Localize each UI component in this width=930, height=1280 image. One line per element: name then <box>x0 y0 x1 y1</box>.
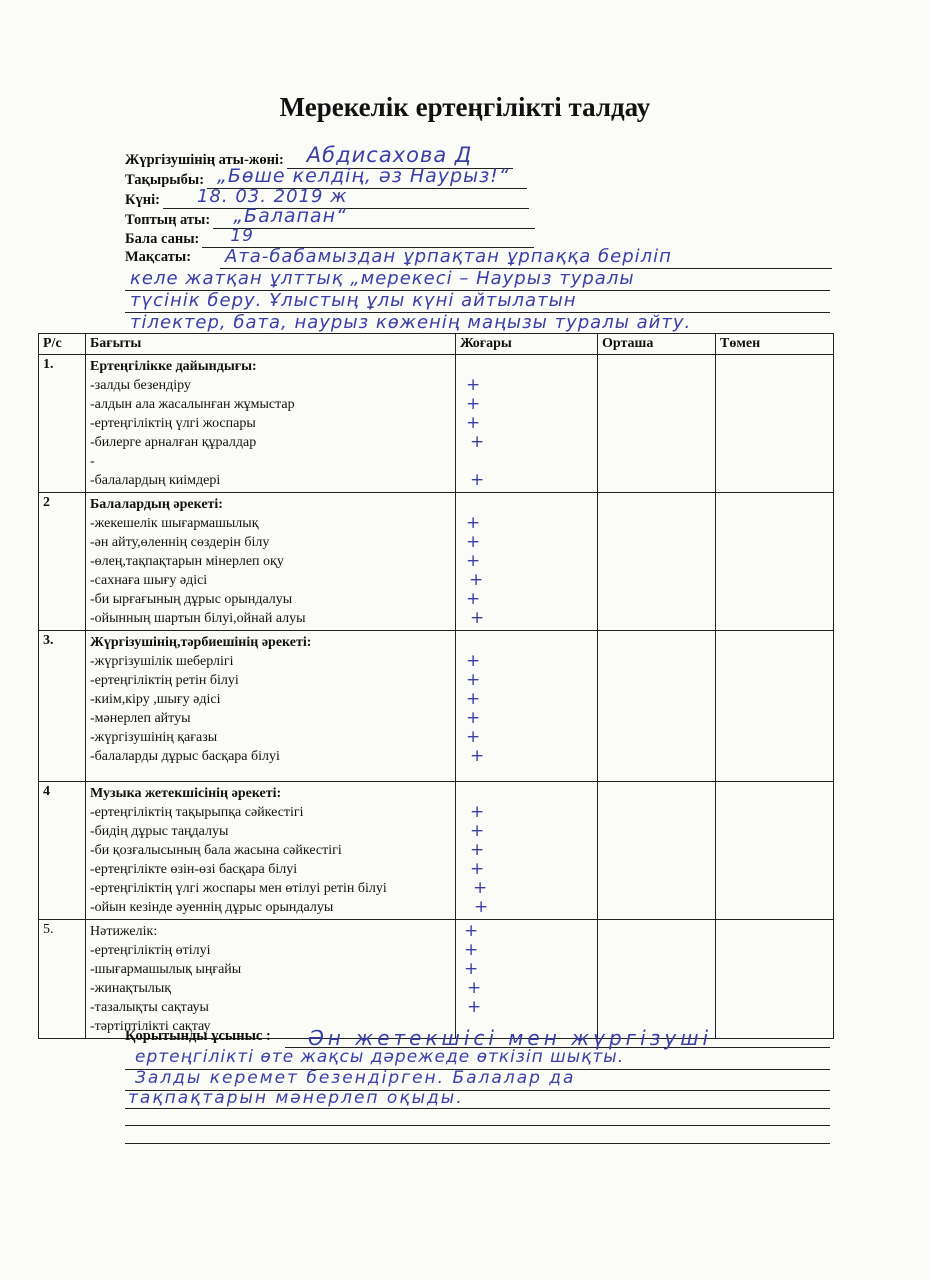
plus-mark: + <box>466 727 481 747</box>
plus-mark: + <box>466 589 481 609</box>
plus-mark: + <box>466 670 481 690</box>
row-number: 1. <box>39 355 86 493</box>
row-direction <box>86 782 456 920</box>
table-header-row <box>39 334 834 355</box>
list-item: -киім,кіру ,шығу әдісі <box>90 692 221 707</box>
section-title: Жүргізушінің,тәрбиешінің әрекеті: <box>90 635 312 650</box>
list-item: -би ырғағының дұрыс орындалуы <box>90 592 293 607</box>
list-item: -ертеңгіліктің үлгі жоспары <box>90 416 256 431</box>
low-marks <box>716 631 834 782</box>
children-label: Бала саны: <box>125 231 200 247</box>
plus-mark: + <box>470 840 485 860</box>
list-item: -ойынның шартын білуі,ойнай алуы <box>90 611 306 626</box>
high-marks <box>456 493 598 631</box>
plus-mark: + <box>466 413 481 433</box>
children-value: 19 <box>230 226 254 246</box>
conclusion-underline-5 <box>125 1125 830 1126</box>
group-fill <box>213 205 535 229</box>
row-direction <box>86 631 456 782</box>
list-item: -ән айту,өленнің сөздерін білу <box>90 535 270 550</box>
goal-field <box>125 249 191 266</box>
plus-mark: + <box>470 470 485 490</box>
col-header-num: Р/с <box>39 334 86 355</box>
list-item: -ертеңгіліктің ретін білуі <box>90 673 239 688</box>
plus-mark: + <box>467 978 482 998</box>
group-label: Топтың аты: <box>125 212 211 228</box>
conclusion-line-2: ертеңгілікті өте жақсы дәрежеде өткізіп шықты. <box>135 1047 625 1067</box>
row-number: 3. <box>39 631 86 782</box>
conclusion-underline-6 <box>125 1143 830 1144</box>
plus-mark: + <box>464 921 479 941</box>
plus-mark: + <box>467 997 482 1017</box>
plus-mark: + <box>470 859 485 879</box>
list-item: -өлең,тақпақтарын мінерлеп оқу <box>90 554 284 569</box>
col-header-direction: Бағыты <box>86 334 456 355</box>
list-item: -ертеңгілікте өзін-өзі басқара білуі <box>90 862 298 877</box>
section-title: Балалардың әрекеті: <box>90 497 223 512</box>
goal-line-4: тілектер, бата, наурыз көженің маңызы туралы айту. <box>130 312 692 333</box>
low-marks <box>716 355 834 493</box>
list-item: -ертеңгіліктің үлгі жоспары мен өтілуі ретін білуі <box>90 881 387 896</box>
page-title: Мерекелік ертеңгілікті талдау <box>279 92 651 122</box>
plus-mark: + <box>464 940 479 960</box>
row-direction <box>86 920 456 1039</box>
low-marks <box>716 920 834 1039</box>
high-marks <box>456 782 598 920</box>
list-item: -алдын ала жасалынған жұмыстар <box>90 397 295 412</box>
row-direction <box>86 493 456 631</box>
topic-label: Тақырыбы: <box>125 172 205 188</box>
list-item: -шығармашылық ыңғайы <box>90 962 242 977</box>
low-marks <box>716 493 834 631</box>
row-number: 2 <box>39 493 86 631</box>
goal-line-2: келе жатқан ұлттық „мерекесі – Наурыз туралы <box>130 268 635 289</box>
presenter-label: Жүргізушінің аты-жөні: <box>125 152 284 168</box>
plus-mark: + <box>474 897 489 917</box>
high-marks <box>456 631 598 782</box>
plus-mark: + <box>466 551 481 571</box>
goal-line-1: Ата-бабамыздан ұрпақтан ұрпаққа беріліп <box>225 246 672 267</box>
medium-marks <box>598 493 716 631</box>
plus-mark: + <box>470 746 485 766</box>
high-marks <box>456 920 598 1039</box>
list-item: -ойын кезінде әуеннің дұрыс орындалуы <box>90 900 334 915</box>
plus-mark <box>466 452 593 471</box>
plus-mark: + <box>466 651 481 671</box>
table-row <box>39 493 834 631</box>
table-row <box>39 920 834 1039</box>
table-row <box>39 631 834 782</box>
list-item: -тазалықты сақтауы <box>90 1000 209 1015</box>
section-title: Ертеңгілікке дайындығы: <box>90 359 257 374</box>
list-item: -би қозғалысының бала жасына сәйкестігі <box>90 843 342 858</box>
section-title: Нәтижелік: <box>90 924 158 939</box>
list-item: -балаларды дұрыс басқара білуі <box>90 749 280 764</box>
list-item: -ертеңгіліктің тақырыпқа сәйкестігі <box>90 805 304 820</box>
medium-marks <box>598 631 716 782</box>
conclusion-line-1: Ән жетекшісі мен жүргізуші <box>308 1026 713 1050</box>
table-row <box>39 355 834 493</box>
list-item: -сахнаға шығу әдісі <box>90 573 208 588</box>
row-number: 4 <box>39 782 86 920</box>
goal-label: Мақсаты: <box>125 249 192 265</box>
col-header-medium: Орташа <box>598 334 716 355</box>
plus-mark: + <box>466 532 481 552</box>
list-item: -жекешелік шығармашылық <box>90 516 259 531</box>
conclusion-line-3: Залды керемет безендірген. Балалар да <box>135 1068 576 1088</box>
plus-mark: + <box>464 959 479 979</box>
medium-marks <box>598 355 716 493</box>
conclusion-line-4: тақпақтарын мәнерлеп оқыды. <box>128 1088 464 1108</box>
table-row <box>39 782 834 920</box>
analysis-table <box>38 333 834 1039</box>
list-item: -жүргізушінің қағазы <box>90 730 218 745</box>
plus-mark: + <box>466 394 481 414</box>
goal-line-3: түсінік беру. Ұлыстың ұлы күні айтылатын <box>130 290 577 311</box>
group-field <box>125 205 535 229</box>
conclusion-label: Қорытынды ұсыныс : <box>125 1028 271 1044</box>
high-marks <box>456 355 598 493</box>
col-header-high: Жоғары <box>456 334 598 355</box>
row-number: 5. <box>39 920 86 1039</box>
list-item: -билерге арналған құралдар <box>90 435 257 450</box>
plus-mark: + <box>470 802 485 822</box>
plus-mark: + <box>473 878 488 898</box>
topic-value: „Бөше келдің, әз Наурыз!“ <box>217 165 510 187</box>
plus-mark: + <box>466 375 481 395</box>
medium-marks <box>598 920 716 1039</box>
row-direction <box>86 355 456 493</box>
list-item: -ертеңгіліктің өтілуі <box>90 943 211 958</box>
group-value: „Балапан“ <box>233 205 347 227</box>
plus-mark: + <box>466 513 481 533</box>
low-marks <box>716 782 834 920</box>
plus-mark: + <box>466 708 481 728</box>
plus-mark: + <box>466 689 481 709</box>
section-title: Музыка жетекшісінің әрекеті: <box>90 786 282 801</box>
list-item: -тәртіптілікті сақтау <box>90 1019 211 1034</box>
presenter-value: Абдисахова Д <box>306 143 473 167</box>
date-label: Күні: <box>125 192 160 208</box>
list-item: -мәнерлеп айтуы <box>90 711 191 726</box>
medium-marks <box>598 782 716 920</box>
plus-mark: + <box>470 432 485 452</box>
list-item: -балалардың киімдері <box>90 473 221 488</box>
col-header-low: Төмен <box>716 334 834 355</box>
list-item: -жинақтылық <box>90 981 172 996</box>
list-item: -бидің дұрыс таңдалуы <box>90 824 229 839</box>
list-item: - <box>90 454 95 469</box>
plus-mark: + <box>469 570 484 590</box>
date-value: 18. 03. 2019 ж <box>196 186 348 207</box>
conclusion-underline-4 <box>125 1108 830 1109</box>
list-item: -залды безендіру <box>90 378 191 393</box>
plus-mark: + <box>470 608 485 628</box>
list-item: -жүргізушілік шеберлігі <box>90 654 234 669</box>
plus-mark: + <box>470 821 485 841</box>
